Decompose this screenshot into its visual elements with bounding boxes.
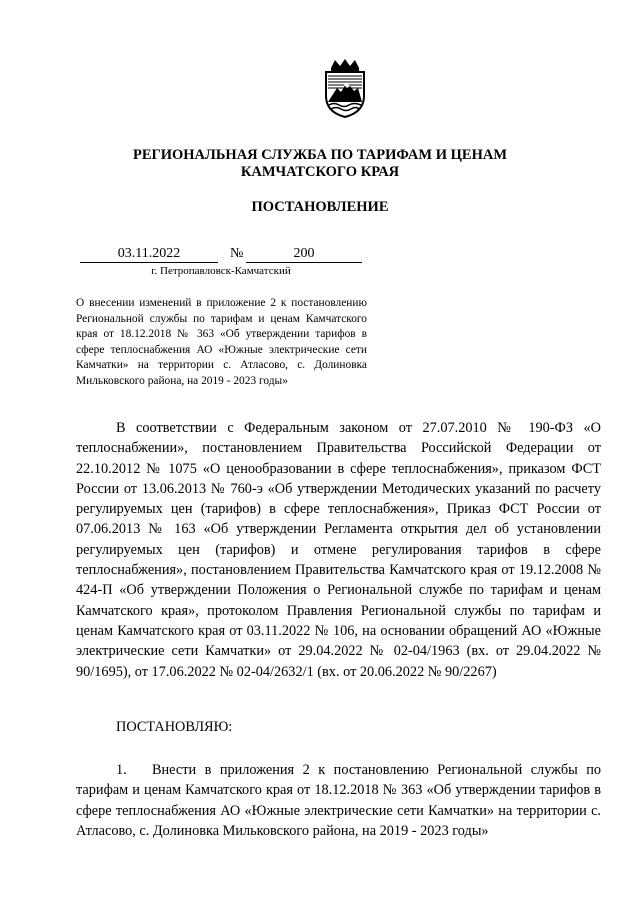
- item-1-paragraph: [76, 760, 601, 841]
- document-place: г. Петропавловск-Камчатский: [151, 265, 291, 277]
- decree-heading: ПОСТАНОВЛЯЮ:: [116, 719, 233, 735]
- kamchatka-coat-of-arms-icon: [322, 58, 368, 118]
- item-1-text: Внести в приложения 2 к постановлению Региональной службы по тарифам и ценам Камчатского края от 18.12.2018 № 363 «Об утверждении тарифов в сфере теплоснабжения АО «Южные электрические сети Камчатки» на территории с. Атласово, с. Долиновка Мильковского района, на 2019 - 2023 годы»: [76, 762, 601, 839]
- document-number: 200: [246, 246, 362, 263]
- document-type: ПОСТАНОВЛЕНИЕ: [251, 199, 389, 215]
- organization-title-line-1: РЕГИОНАЛЬНАЯ СЛУЖБА ПО ТАРИФАМ И ЦЕНАМ: [132, 147, 508, 163]
- document-date: 03.11.2022: [80, 246, 218, 263]
- number-sign: №: [230, 246, 244, 261]
- preamble-paragraph: В соответствии с Федеральным законом от 27.07.2010 № 190-ФЗ «О теплоснабжении», постановлением Правительства Российской Федерации от 22.10.2012 № 1075 «О ценообразовании в сфере теплоснабжения», приказом ФСТ России от 13.06.2013 № 760-э «Об утверждении Методических указаний по расчету регулируемых цен (тарифов) в сфере теплоснабжения», Приказ ФСТ России от 07.06.2013 № 163 «Об утверждении Регламента открытия дел об установлении регулируемых цен (тарифов) и отмене регулирования тарифов в сфере теплоснабжения», постановлением Правительства Камчатского края от 19.12.2008 № 424-П «Об утверждении Положения о Региональной службе по тарифам и ценам Камчатского края», протоколом Правления Региональной службы по тарифам и ценам Камчатского края от 03.11.2022 № 106, на основании обращений АО «Южные электрические сети Камчатки» от 29.04.2022 № 02-04/1963 (вх. от 29.04.2022 № 90/1695), от 17.06.2022 № 02-04/2632/1 (вх. от 20.06.2022 № 90/2267): [76, 420, 601, 680]
- document-subject: О внесении изменений в приложение 2 к постановлению Региональной службы по тарифам и ценам Камчатского края от 18.12.2018 № 363 «Об утверждении тарифов в сфере теплоснабжения АО «Южные электрические сети Камчатки» на территории с. Атласово, с. Долиновка Мильковского района, на 2019 - 2023 годы»: [76, 297, 367, 387]
- organization-title-line-2: КАМЧАТСКОГО КРАЯ: [240, 164, 400, 180]
- item-1-number: 1.: [116, 762, 127, 778]
